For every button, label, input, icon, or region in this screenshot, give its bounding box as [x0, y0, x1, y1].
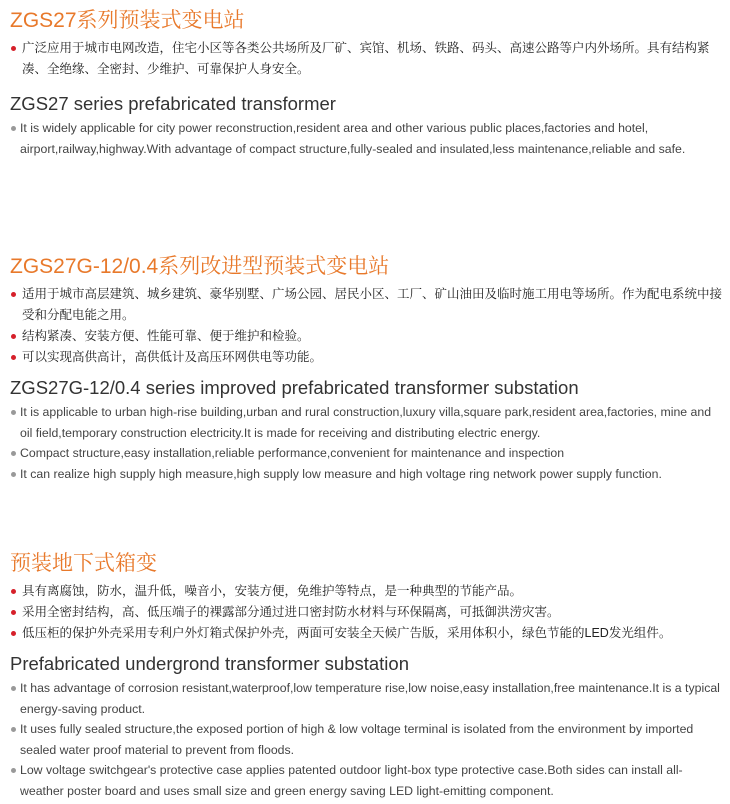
bullet-dot-icon — [11, 727, 16, 732]
bullet-dot-icon — [11, 610, 16, 615]
en-list-item: It can realize high supply high measure,high supply low measure and high voltage ring network power supply function. — [8, 464, 722, 485]
en-list-item: It is widely applicable for city power reconstruction,resident area and other various public places,factories and hotel, airport,railway,highway.With advantage of compact structure,fully-sealed and insulated,less maintenance,reliable and safe. — [8, 118, 722, 159]
bullet-dot-icon — [11, 451, 16, 456]
bullet-dot-icon — [11, 46, 16, 51]
bullet-dot-icon — [11, 686, 16, 691]
bullet-dot-icon — [11, 472, 16, 477]
en-list-item: It is applicable to urban high-rise building,urban and rural construction,luxury villa,square park,resident area,factories, mine and oil field,temporary construction electricity.It is made for receiving and distributing electric energy. — [8, 402, 722, 443]
cn-list-item: 低压柜的保护外壳采用专利户外灯箱式保护外壳，两面可安装全天候广告版，采用体积小，绿色节能的LED发光组件。 — [8, 623, 722, 644]
bullet-dot-icon — [11, 589, 16, 594]
bullet-dot-icon — [11, 292, 16, 297]
en-list-item: It uses fully sealed structure,the exposed portion of high & low voltage terminal is isolated from the environment by imported sealed water proof material to prevent from floods. — [8, 719, 722, 760]
bullet-dot-icon — [11, 126, 16, 131]
cn-list-item: 采用全密封结构，高、低压端子的裸露部分通过进口密封防水材料与环保隔离，可抵御洪涝灾害。 — [8, 602, 722, 623]
bullet-dot-icon — [11, 410, 16, 415]
bullet-dot-icon — [11, 768, 16, 773]
section-title-en: ZGS27 series prefabricated transformer — [10, 93, 336, 114]
cn-list-item: 结构紧凑、安装方便、性能可靠、便于维护和检验。 — [8, 326, 722, 347]
bullet-dot-icon — [11, 355, 16, 360]
cn-list-item: 可以实现高供高计，高供低计及高压环网供电等功能。 — [8, 347, 722, 368]
cn-list-item: 广泛应用于城市电网改造，住宅小区等各类公共场所及厂矿、宾馆、机场、铁路、码头、高速公路等户内外场所。具有结构紧凑、全绝缘、全密封、少维护、可靠保护人身安全。 — [8, 38, 722, 80]
section-title-cn: 预装地下式箱变 — [10, 552, 157, 575]
cn-list-item: 具有离腐蚀，防水，温升低，噪音小，安装方便，免维护等特点，是一种典型的节能产品。 — [8, 581, 722, 602]
section-title-cn: ZGS27系列预装式变电站 — [10, 9, 245, 32]
section-title-en: ZGS27G-12/0.4 series improved prefabricated transformer substation — [10, 377, 579, 398]
en-list-item: It has advantage of corrosion resistant,waterproof,low temperature rise,low noise,easy installation,free maintenance.It is a typical energy-saving product. — [8, 678, 722, 719]
section-zgs27 — [8, 8, 722, 159]
section-title-en: Prefabricated undergrond transformer substation — [10, 653, 409, 674]
section-title-cn: ZGS27G-12/0.4系列改进型预装式变电站 — [10, 255, 390, 278]
en-list-item: Low voltage switchgear's protective case applies patented outdoor light-box type protective case.Both sides can install all-weather poster board and uses small size and green energy saving LED light-emitting component. — [8, 760, 722, 801]
section-zgs27g — [8, 254, 722, 484]
bullet-dot-icon — [11, 334, 16, 339]
cn-list-item: 适用于城市高层建筑、城乡建筑、豪华别墅、广场公园、居民小区、工厂、矿山油田及临时施工用电等场所。作为配电系统中接受和分配电能之用。 — [8, 284, 722, 326]
bullet-dot-icon — [11, 631, 16, 636]
section-underground — [8, 551, 722, 801]
en-list-item: Compact structure,easy installation,reliable performance,convenient for maintenance and inspection — [8, 443, 722, 464]
